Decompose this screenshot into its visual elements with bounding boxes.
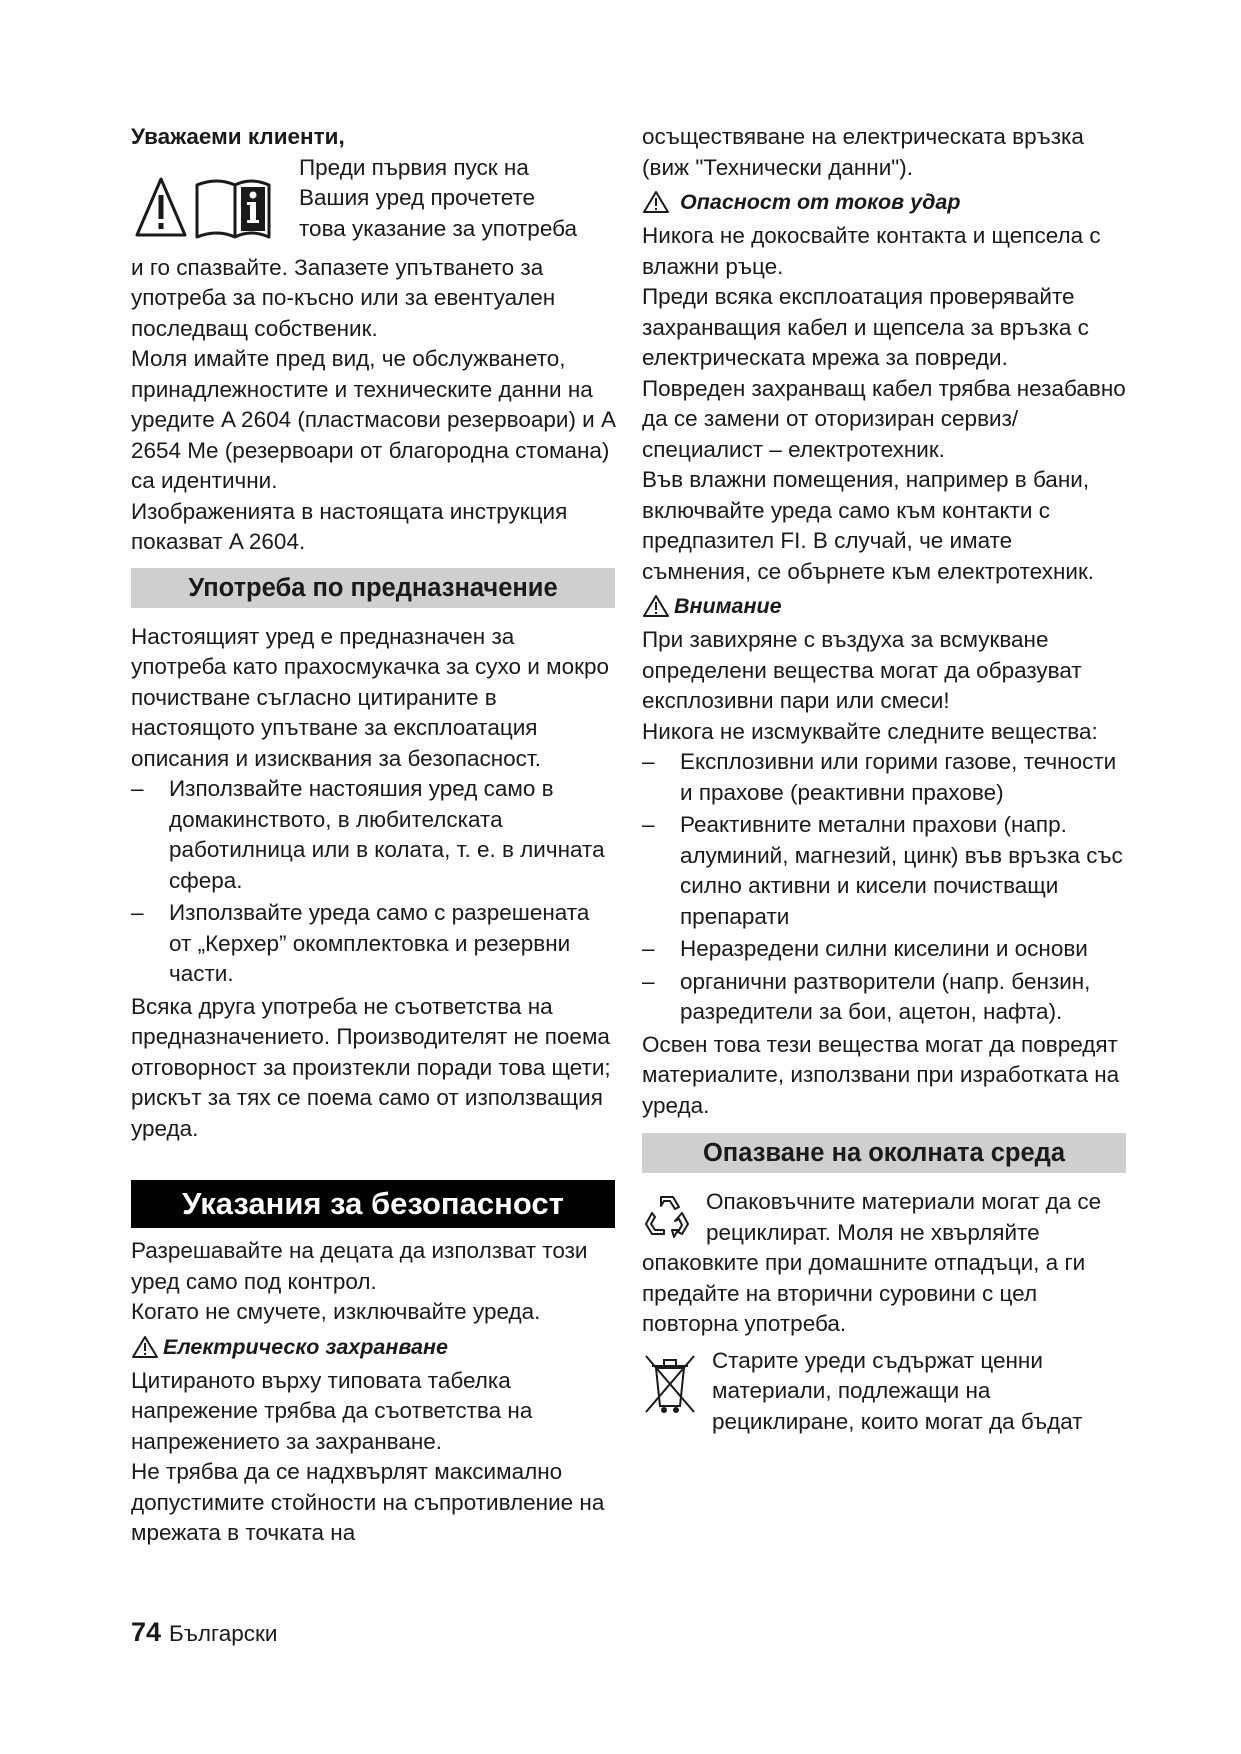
intro-rest: и го спазвайте. Запазете упътването за употреба за по-късно или за евентуален последващ собственик.: [131, 254, 556, 341]
list-item: – органични разтворители (напр. бензин, разредители за бои, ацетон, нафта).: [642, 967, 1126, 1028]
warning-read-manual-icon: [131, 157, 295, 253]
use-list: [131, 774, 615, 990]
shock-p2: Преди всяка експлоатация проверявайте захранващия кабел и щепсела за връзка с електрическата мрежа за повреди.: [642, 284, 1089, 370]
shock-p4: Във влажни помещения, например в бани, включвайте уреда само към контакти с предпазител FI. В случай, че имате съмнения, се обърнете към електротехник.: [642, 467, 1095, 584]
attention-p1: При завихряне с въздуха за всмукване определени вещества могат да образуват експлозивни пари или смеси!: [642, 627, 1082, 713]
shock-p3: Повреден захранващ кабел трябва незабавно да се замени от оторизиран сервиз/специалист – електротехник.: [642, 375, 1126, 462]
env-disposal-block: [642, 1346, 1126, 1438]
list-item: – Реактивните метални прахови (напр. алуминий, магнезий, цинк) във връзка със силно активни и кисели почистващи препарати: [642, 810, 1126, 932]
power-p1: Цитираното върху типовата табелка напрежение трябва да съответства на напрежението за захранване.: [131, 1367, 533, 1454]
use-paragraph: Настоящият уред е предназначен за употреба като прахосмукачка за сухо и мокро почистване съгласно цитираните в настоящото упътване за експлоатация описания и изисквания за безопасност.: [131, 623, 609, 771]
left-column: [131, 122, 615, 1549]
intro-line-3: това указание за употреба: [299, 215, 577, 241]
power-p2: Не трябва да се надхвърлят максимално допустимите стойности на съпротивление на мрежата в точката на: [131, 1459, 605, 1545]
right-column: [642, 122, 1126, 1437]
list-item: – Използвайте настояшия уред само в домакинството, в любителската работилница или в колата, т. е. в личната сфера.: [131, 774, 615, 896]
page-number: 74: [131, 1617, 162, 1647]
footer-language: Български: [169, 1621, 278, 1646]
power-continuation: осъществяване на електрическата връзка (виж "Технически данни").: [642, 124, 1084, 180]
safety-p2: Когато не смучете, изключвайте уреда.: [131, 1299, 541, 1324]
heading-intended-use: Употреба по предназначение: [131, 568, 615, 608]
para-images: Изображенията в настоящата инструкция показват A 2604.: [131, 498, 568, 554]
page-footer: [131, 1617, 277, 1650]
warning-triangle-icon: [642, 594, 670, 618]
attention-after: Освен това тези вещества могат да повредят материалите, използвани при изработката на уреда.: [642, 1031, 1120, 1118]
intro-block: [131, 153, 615, 345]
list-item: – Експлозивни или горими газове, течности и прахове (реактивни прахове): [642, 747, 1126, 808]
env-p2: Старите уреди съдържат ценни материали, подлежащи на рециклиране, които могат да бъдат: [712, 1347, 1083, 1434]
crossed-bin-icon: [642, 1350, 698, 1416]
intro-line-2: Вашия уред прочетете: [299, 185, 536, 210]
list-item: – Неразредени силни киселини и основи: [642, 934, 1126, 965]
warning-power-label: Електрическо захранване: [163, 1334, 448, 1359]
heading-environment: Опазване на околната среда: [642, 1133, 1126, 1173]
shock-p1: Никога не докосвайте контакта и щепсела с влажни ръце.: [642, 223, 1101, 279]
heading-safety: Указания за безопасност: [131, 1180, 615, 1228]
safety-p1: Разрешавайте на децата да използват този уред само под контрол.: [131, 1238, 588, 1294]
attention-p2: Никога не изсмуквайте следните вещества:: [642, 718, 1098, 744]
substances-list: [642, 747, 1126, 1028]
warning-shock-label: Опасност от токов удар: [680, 190, 961, 214]
para-identical: Моля имайте пред вид, че обслужването, принадлежностите и техническите данни на уредите A 2604 (пластмасови резервоари) и A 2654 Me (резервоари от благородна стомана) са идентични.: [131, 346, 615, 493]
greeting: Уважаеми клиенти,: [131, 124, 345, 149]
env-recycle-block: [642, 1187, 1126, 1340]
warning-triangle-icon: [131, 1335, 159, 1359]
warning-triangle-icon: [642, 190, 670, 214]
warning-attention-label: Внимание: [674, 594, 782, 618]
warning-attention: [642, 589, 1126, 623]
env-p1: Опаковъчните материали могат да се рециклират. Моля не хвърляйте опаковките при домашните отпадъци, а ги предайте на вторични суровини с цел повторна употреба.: [642, 1189, 1102, 1336]
list-item: – Използвайте уреда само с разрешената от „Керхер” окомплектовка и резервни части.: [131, 898, 615, 990]
use-after: Всяка друга употреба не съответства на предназначението. Производителят не поема отговорност за произтекли поради това щети; рискът за тях се поема само от използващия уреда.: [131, 993, 611, 1141]
warning-shock: [642, 185, 1126, 219]
warning-power: [131, 1330, 615, 1364]
intro-line-1: Преди първия пуск на: [299, 154, 529, 180]
recycle-icon: [642, 1189, 692, 1239]
